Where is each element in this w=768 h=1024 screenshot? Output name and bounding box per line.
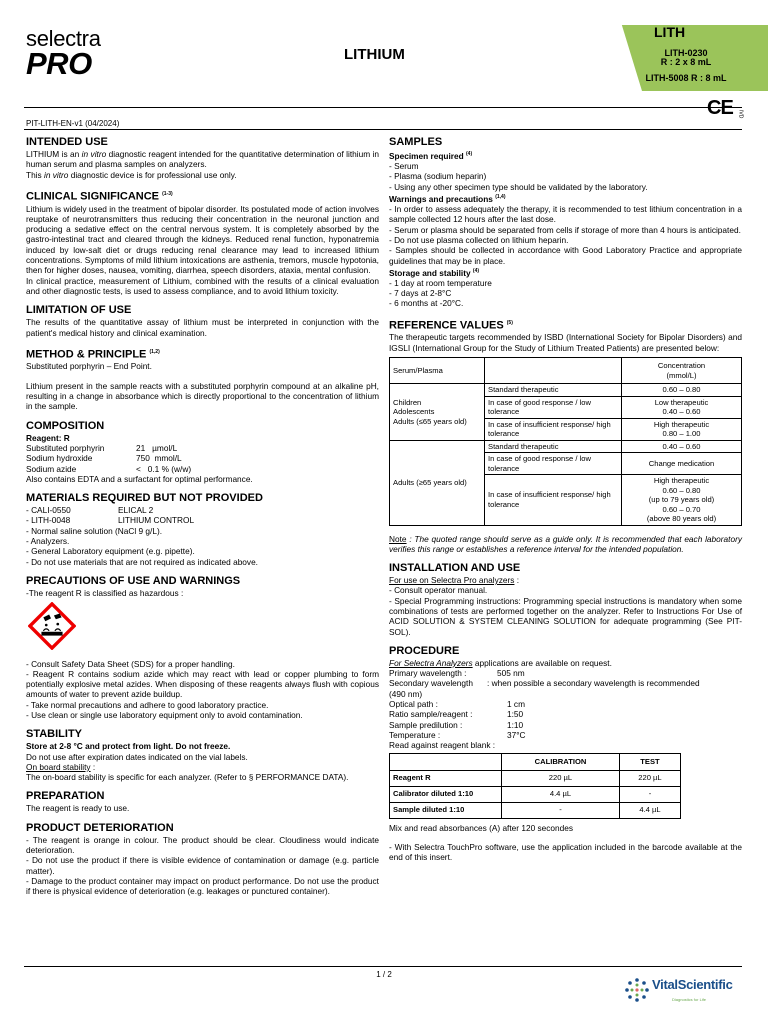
- ref-group-2: Adults (≥65 years old): [390, 440, 485, 525]
- proc-head-calibration: CALIBRATION: [502, 753, 620, 770]
- materials-item: - Analyzers.: [26, 536, 70, 547]
- procedure-param: Secondary wavelength : when possible a secondary wavelength is recommended: [389, 678, 700, 689]
- deterioration-item: - Damage to the product container may impact on product performance. Do not use the product if there is physical evidence of deterioration (e.g. leakages or punctured container).: [26, 875, 379, 897]
- table-row: Reagent R 220 µL 220 µL: [390, 770, 681, 786]
- ref-row-label: Standard therapeutic: [485, 440, 622, 453]
- ce-mark-icon: CE: [707, 97, 733, 119]
- brand-logo: [26, 26, 101, 81]
- precautions-item: - Use clean or single use laboratory equipment only to avoid contamination.: [26, 710, 303, 720]
- precautions-item: - Take normal precautions and adhere to good laboratory practice.: [26, 699, 269, 710]
- ref-row-label: In case of good response / low tolerance: [485, 453, 622, 475]
- company-name: VitalScientific: [652, 977, 733, 992]
- ref-row-value: High therapeutic 0.60 – 0.80 (up to 79 years old) 0.60 – 0.70 (above 80 years old): [622, 475, 742, 526]
- ivd-mark: IVD: [737, 110, 744, 119]
- page-number: 1 / 2: [376, 970, 392, 979]
- installation-item: - Consult operator manual.: [389, 585, 488, 596]
- precautions-heading: PRECAUTIONS OF USE AND WARNINGS: [26, 574, 241, 587]
- badge-pack-1: R : 2 x 8 mL: [660, 57, 712, 67]
- proc-head-test: TEST: [619, 753, 680, 770]
- materials-heading: MATERIALS REQUIRED BUT NOT PROVIDED: [26, 492, 263, 505]
- ref-row-label: In case of insufficient response/ high tolerance: [485, 418, 622, 440]
- preparation-heading: PREPARATION: [26, 790, 105, 803]
- specimen-subheading: Specimen required $^{(4)}$: [389, 150, 473, 161]
- reference-intro: The therapeutic targets recommended by ISBD (International Society for Bipolar Disorders) and IGSLI (International Group for the Study of Lithium Treated Patients) are presented below:: [389, 332, 742, 353]
- ref-row-value: High therapeutic 0.80 – 1.00: [622, 418, 742, 440]
- corrosive-hazard-icon: [28, 602, 76, 650]
- procedure-param: Optical path : 1 cm: [389, 699, 525, 710]
- badge-title: LITH: [654, 24, 686, 40]
- ref-row-value: Change medication: [622, 453, 742, 475]
- brand-line2: PRO: [26, 46, 92, 81]
- composition-heading: COMPOSITION: [26, 419, 105, 432]
- warnings-subheading: Warnings and precautions $^{(1,4)}$: [389, 193, 506, 204]
- limitation-text: The results of the quantitative assay of lithium must be interpreted in conjunction with the patient's medical history and clinical examination.: [26, 317, 379, 338]
- samples-heading: SAMPLES: [389, 136, 443, 148]
- composition-note: Also contains EDTA and a surfactant for optimal performance.: [26, 473, 253, 484]
- precautions-intro: -The reagent R is classified as hazardous :: [26, 587, 184, 598]
- reference-table: [389, 357, 742, 526]
- intended-use-professional: This in vitro diagnostic device is for professional use only.: [26, 169, 237, 180]
- installation-link: For use on Selectra Pro analyzers :: [389, 575, 520, 586]
- method-heading: METHOD & PRINCIPLE $^{(1,2)}$: [26, 348, 160, 361]
- intended-use-text: LITHIUM is an in vitro diagnostic reagent intended for the quantitative determination of lithium in human serum and plasma samples on analyzers.: [26, 149, 380, 170]
- materials-item: - General Laboratory equipment (e.g. pipette).: [26, 546, 195, 557]
- procedure-link: For Selectra Analyzers applications are available on request.: [389, 657, 612, 668]
- warning-item: - In order to assess adequately the therapy, it is recommended to test lithium concentration in a sample collected 12 hours after the last dose.: [389, 204, 742, 225]
- materials-code-row: - LITH-0048 LITHIUM CONTROL: [26, 515, 195, 526]
- intended-use-heading: INTENDED USE: [26, 136, 108, 148]
- procedure-param: Temperature : 37°C: [389, 729, 526, 740]
- preparation-text: The reagent is ready to use.: [26, 803, 130, 814]
- deterioration-item: - Do not use the product if there is visible evidence of contamination or damage (e.g. particle matter).: [26, 855, 379, 876]
- stability-onboard: On board stability :: [26, 761, 96, 772]
- deterioration-item: - The reagent is orange in colour. The product should be clear. Cloudiness would indicate deterioration.: [26, 834, 379, 856]
- specimen-item: - Using any other specimen type should be validated by the laboratory.: [389, 181, 648, 192]
- ref-row-label: In case of good response / low tolerance: [485, 396, 622, 418]
- procedure-param: Ratio sample/reagent : 1:50: [389, 709, 524, 720]
- procedure-wavelength-note: (490 nm): [389, 688, 423, 699]
- ref-row-value: 0.60 – 0.80: [622, 384, 742, 397]
- method-text-1: Substituted porphyrin – End Point.: [26, 361, 152, 372]
- composition-row: Substituted porphyrin 21 µmol/L: [26, 442, 178, 453]
- storage-item: - 1 day at room temperature: [389, 277, 492, 288]
- company-tagline: Diagnostics for Life: [672, 997, 707, 1002]
- installation-item: - Special Programming instructions: Programming special instructions is mandatory when some combinations of tests are performed together on the analyzer. Refer to Instructions For Use of ACID SOLUTION & SYSTEM CLEANING SOLUTION for adequate programming (See PIT-SOL).: [389, 595, 742, 637]
- document-title: LITHIUM: [344, 46, 405, 63]
- stability-storage: Store at 2-8 °C and protect from light. Do not freeze.: [26, 741, 231, 752]
- warning-item: - Samples should be collected in accordance with Good Laboratory Practice and appropriate guidelines that may be in place.: [389, 245, 742, 266]
- procedure-heading: PROCEDURE: [389, 644, 460, 657]
- stability-text-1: Do not use after expiration dates indicated on the vial labels.: [26, 751, 248, 762]
- method-text-2: Lithium present in the sample reacts with a substituted porphyrin compound at an alkaline pH, resulting in a change in absorbance which is directly proportional to the concentration of lithium in the sample.: [26, 380, 379, 412]
- procedure-param: Primary wavelength : 505 nm: [389, 668, 525, 679]
- badge-code-2: LITH-5008 R : 8 mL: [645, 73, 727, 83]
- composition-row: Sodium hydroxide 750 mmol/L: [26, 453, 182, 464]
- reference-note: Note : The quoted range should serve as a guide only. It is recommended that each laboratory verifies this range or establishes a reference interval for the intended population.: [389, 533, 742, 554]
- ref-row-value: 0.40 – 0.60: [622, 440, 742, 453]
- storage-subheading: Storage and stability $^{(4)}$: [389, 267, 480, 278]
- procedure-touchpro: - With Selectra TouchPro software, use the application included in the barcode available at the end of this insert.: [389, 841, 742, 863]
- ref-group-1: Children Adolescents Adults (≤65 years old): [390, 384, 485, 441]
- procedure-param: Sample predilution : 1:10: [389, 719, 524, 730]
- installation-heading: INSTALLATION AND USE: [389, 562, 521, 575]
- stability-text-2: The on-board stability is specific for each analyzer. (Refer to § PERFORMANCE DATA).: [26, 772, 349, 783]
- ref-row-value: Low therapeutic 0.40 – 0.60: [622, 396, 742, 418]
- materials-code-row: - CALI-0550 ELICAL 2: [26, 505, 154, 516]
- stability-heading: STABILITY: [26, 728, 83, 741]
- right-column: [389, 136, 742, 862]
- clinical-text-1: Lithium is widely used in the treatment of bipolar disorder. Its postulated mode of action involves reuptake of neurotransmitters thus reducing their concentration in the neuronal junction and producing a sedative effect on the central nervous system. It is completely absorbed by the gastro-intestinal tract and cleared through the kidneys. Reduced renal function, hyponatremia induced by low-salt diet or drugs reducing renal clearance may lead to increased lithium concentrations. Symptoms of mild lithium intoxications are asthenia, tremors, muscle hypotonia, then for higher doses, nausea, vomiting, diarrhea, speech disorders, ataxia, mental confusion.: [26, 203, 379, 276]
- storage-item: - 7 days at 2-8°C: [389, 288, 452, 299]
- specimen-item: - Plasma (sodium heparin): [389, 171, 487, 182]
- precautions-item: - Reagent R contains sodium azide which may react with lead or copper plumbing to form potentially explosive metal azides. When disposing of these reagents always flush with copious amounts of water to prevent azide buildup.: [26, 668, 379, 700]
- precautions-item: - Consult Safety Data Sheet (SDS) for a proper handling.: [26, 658, 235, 669]
- limitation-heading: LIMITATION OF USE: [26, 304, 132, 317]
- warning-item: - Do not use plasma collected on lithium heparin.: [389, 234, 569, 245]
- document-reference: PIT-LITH-EN-v1 (04/2024): [26, 119, 120, 128]
- subheader-divider: [24, 129, 742, 130]
- left-column: [26, 136, 379, 897]
- procedure-table: [389, 753, 681, 819]
- ref-row-label: Standard therapeutic: [485, 384, 622, 397]
- clinical-text-2: In clinical practice, measurement of Lithium, combined with the results of a clinical evaluation and other diagnostic tests, is used to assess compliance, and to avoid lithium toxicity.: [26, 275, 379, 296]
- vitalscientific-logo-icon: [624, 977, 650, 1003]
- procedure-read-against: Read against reagent blank :: [389, 740, 496, 751]
- reference-heading: REFERENCE VALUES $^{(5)}$: [389, 319, 513, 332]
- badge-code-1: LITH-0230: [664, 48, 708, 58]
- deterioration-heading: PRODUCT DETERIORATION: [26, 821, 174, 834]
- composition-reagent: Reagent: R: [26, 432, 70, 443]
- warning-item: - Serum or plasma should be separated from cells if storage of more than 4 hours is anticipated.: [389, 224, 741, 235]
- clinical-heading: CLINICAL SIGNIFICANCE $^{(1-3)}$: [26, 190, 173, 203]
- brand-line1: selectra: [26, 26, 101, 51]
- specimen-item: - Serum: [389, 161, 419, 172]
- materials-item: - Normal saline solution (NaCl 9 g/L).: [26, 525, 163, 536]
- proc-head-empty: [390, 753, 502, 770]
- header-divider: [24, 107, 742, 108]
- table-row: Sample diluted 1:10 - 4.4 µL: [390, 802, 681, 818]
- ref-header-concentration: Concentration (mmol/L): [622, 358, 742, 384]
- procedure-mix: Mix and read absorbances (A) after 120 secondes: [389, 822, 574, 833]
- ref-row-label: In case of insufficient response/ high tolerance: [485, 475, 622, 526]
- table-row: Calibrator diluted 1:10 4.4 µL -: [390, 786, 681, 802]
- composition-row: Sodium azide < 0.1 % (w/w): [26, 463, 192, 474]
- storage-item: - 6 months at -20°C.: [389, 298, 464, 309]
- footer-divider: [24, 966, 742, 967]
- ref-header-sample: Serum/Plasma: [390, 358, 485, 384]
- materials-item: - Do not use materials that are not required as indicated above.: [26, 556, 258, 567]
